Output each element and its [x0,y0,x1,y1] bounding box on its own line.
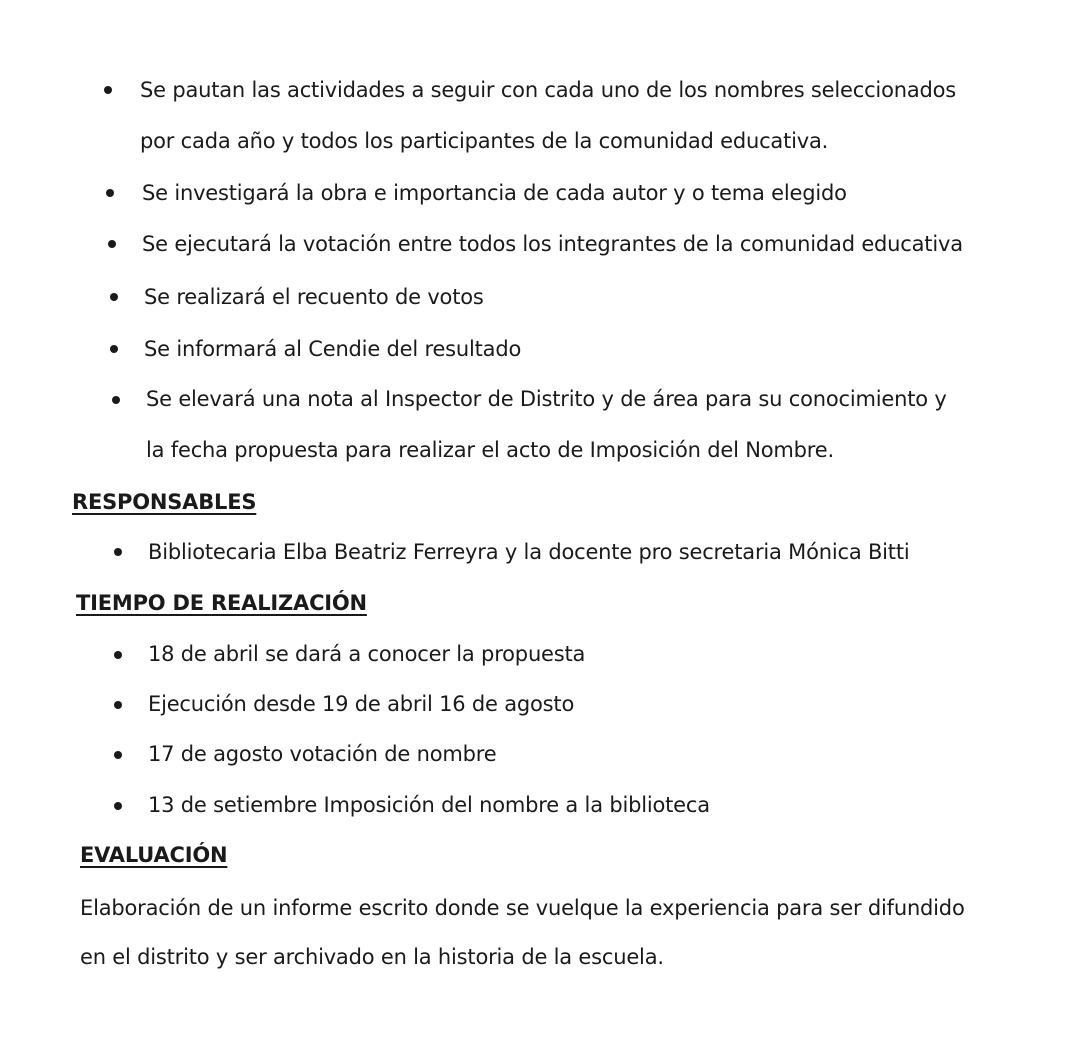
activity-3: Se ejecutará la votación entre todos los integrantes de la comunidad educativa [142,232,963,256]
bullet [114,548,122,556]
bullet [114,701,122,709]
evaluacion-line-2: en el distrito y ser archivado en la historia de la escuela. [80,945,664,969]
bullet [114,751,122,759]
bullet [110,293,118,301]
bullet [114,802,122,810]
bullet [110,345,118,353]
tiempo-heading: TIEMPO DE REALIZACIÓN [76,591,367,615]
tiempo-item-2: Ejecución desde 19 de abril 16 de agosto [148,692,575,716]
tiempo-item-4: 13 de setiembre Imposición del nombre a la biblioteca [148,793,710,817]
bullet [108,240,116,248]
evaluacion-heading: EVALUACIÓN [80,843,228,867]
activity-1-line-1: Se pautan las actividades a seguir con cada uno de los nombres seleccionados [140,78,957,102]
activity-6-line-1: Se elevará una nota al Inspector de Distrito y de área para su conocimiento y [146,387,947,411]
activity-6-line-2: la fecha propuesta para realizar el acto de Imposición del Nombre. [146,438,834,462]
evaluacion-line-1: Elaboración de un informe escrito donde se vuelque la experiencia para ser difundido [80,896,965,920]
activity-4: Se realizará el recuento de votos [144,285,484,309]
responsables-heading: RESPONSABLES [72,490,257,514]
tiempo-item-3: 17 de agosto votación de nombre [148,742,497,766]
activity-5: Se informará al Cendie del resultado [144,337,522,361]
activity-1-line-2: por cada año y todos los participantes de la comunidad educativa. [140,129,829,153]
bullet [106,189,114,197]
responsables-item: Bibliotecaria Elba Beatriz Ferreyra y la docente pro secretaria Mónica Bitti [148,540,910,564]
activity-2: Se investigará la obra e importancia de cada autor y o tema elegido [142,181,847,205]
bullet [114,651,122,659]
bullet [112,396,120,404]
tiempo-item-1: 18 de abril se dará a conocer la propuesta [148,642,586,666]
bullet [104,86,112,94]
